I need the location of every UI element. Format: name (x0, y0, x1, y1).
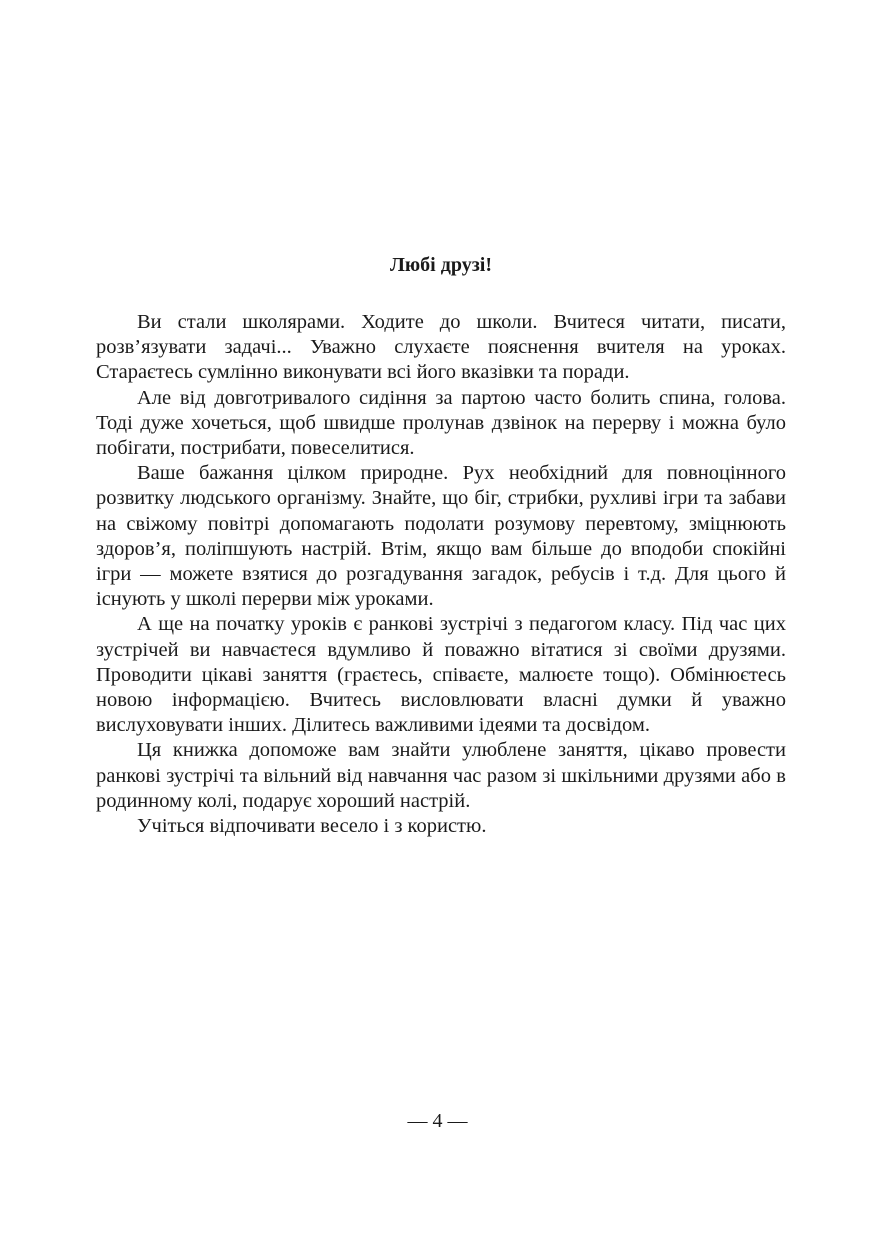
paragraph: Ця книжка допоможе вам знайти улюблене заняття, цікаво провести ранкові зустрічі та вільний від навчання час разом зі шкільними друзями або в родинному колі, подарує хороший настрій. (96, 739, 786, 812)
page-number: — 4 — (407, 1110, 468, 1132)
paragraph: Учіться відпочивати весело і з користю. (137, 815, 487, 838)
paragraph: А ще на початку уроків є ранкові зустрічі з педагогом класу. Під час цих зустрічей ви навчаєтеся вдумливо й поважно вітатися зі своїми друзями. Проводити цікаві заняття (граєтесь, співаєте, малюєте тощо). Обмінюєтесь новою інформацією. Вчитесь висловлювати власні думки й уважно вислуховувати інших. Ділитесь важливими ідеями та досвідом. (96, 613, 786, 737)
paragraph: Але від довготривалого сидіння за партою часто болить спина, голова. Тоді дуже хочеться, щоб швидше пролунав дзвінок на перерву і можна було побігати, пострибати, повеселитися. (96, 386, 786, 460)
page-body (96, 250, 786, 839)
paragraph: Ваше бажання цілком природне. Рух необхідний для повноцінного розвитку людського організму. Знайте, що біг, стрибки, рухливі ігри та забави на свіжому повітрі допомагають подолати розумову перевтому, зміцнюють здоров’я, поліпшують настрій. Втім, якщо вам більше до вподоби спокійні ігри — можете взятися до розгадування загадок, ребусів і т.д. Для цього й існують у школі перерви між уроками. (96, 462, 786, 611)
page-title: Любі друзі! (390, 254, 492, 276)
paragraph: Ви стали школярами. Ходите до школи. Вчитеся читати, писати, розв’язувати задачі... Уважно слухаєте пояснення вчителя на уроках. Стараєтесь сумлінно виконувати всі його вказівки та поради. (96, 311, 786, 384)
